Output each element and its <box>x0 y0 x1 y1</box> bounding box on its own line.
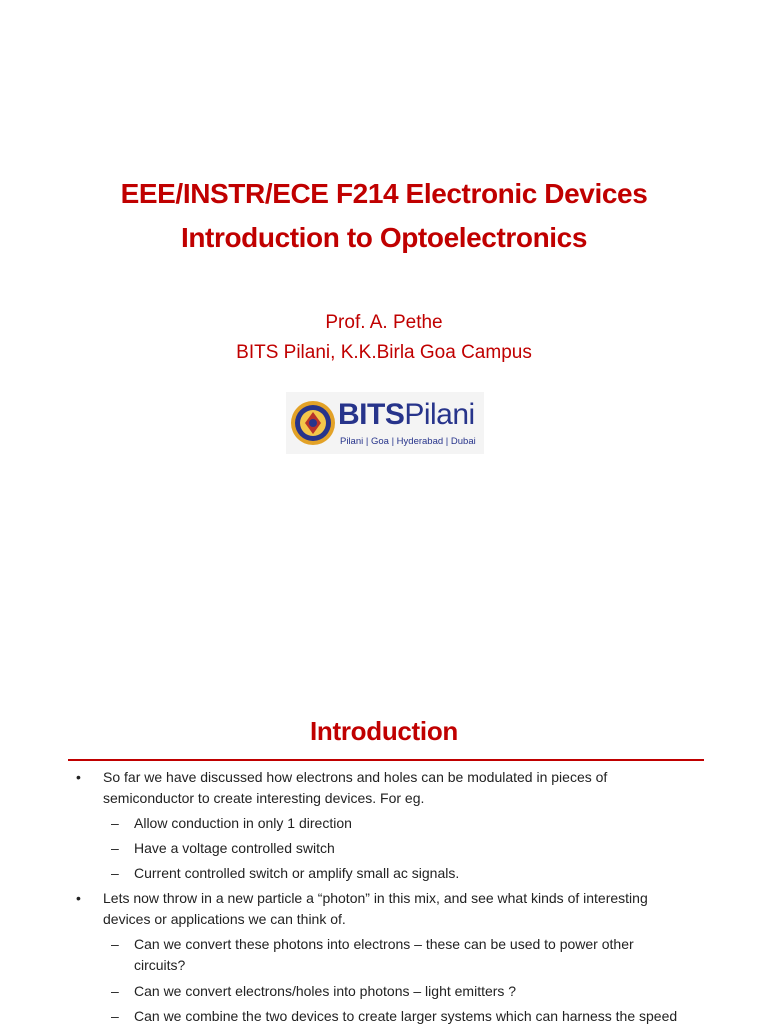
slide-title: Introduction <box>309 716 459 746</box>
sub-bullet-marker: – <box>111 1008 119 1024</box>
affiliation: BITS Pilani, K.K.Birla Goa Campus <box>236 342 532 363</box>
sub-bullet-marker: – <box>111 815 119 831</box>
bullet-text-line: semiconductor to create interesting devices. For eg. <box>103 790 425 806</box>
sub-bullet-marker: – <box>111 983 119 999</box>
author-name: Prof. A. Pethe <box>325 312 443 333</box>
sub-bullet-marker: – <box>111 840 119 856</box>
title-divider <box>68 759 704 761</box>
bullet-text-line: Lets now throw in a new particle a “photon” in this mix, and see what kinds of interesting <box>103 890 648 906</box>
logo-brand-bold: BITS <box>338 398 405 431</box>
logo-tagline: Pilani | Goa | Hyderabad | Dubai <box>340 436 476 447</box>
bullet-text-line: So far we have discussed how electrons and holes can be modulated in pieces of <box>103 769 608 785</box>
sub-bullet-marker: – <box>111 865 119 881</box>
sub-bullet-marker: – <box>111 936 119 952</box>
sub-bullet-text: Have a voltage controlled switch <box>134 840 335 856</box>
sub-bullet-text: Current controlled switch or amplify small ac signals. <box>134 865 460 881</box>
sub-bullet-text: Can we convert electrons/holes into photons – light emitters ? <box>134 983 517 999</box>
sub-bullet-text: circuits? <box>134 957 186 973</box>
bits-pilani-logo <box>286 392 484 454</box>
bullet-marker: • <box>76 769 81 785</box>
logo-wordmark <box>338 398 475 432</box>
bullet-marker: • <box>76 890 81 906</box>
bits-seal-icon <box>290 394 336 452</box>
sub-bullet-text: Can we combine the two devices to create larger systems which can harness the speed <box>134 1008 678 1024</box>
lecture-title: Introduction to Optoelectronics <box>180 222 588 253</box>
sub-bullet-text: Allow conduction in only 1 direction <box>134 815 352 831</box>
introduction-slide <box>0 680 768 1024</box>
sub-bullet-text: Can we convert these photons into electrons – these can be used to power other <box>134 936 634 952</box>
course-title: EEE/INSTR/ECE F214 Electronic Devices <box>120 178 648 209</box>
bullet-text-line: devices or applications we can think of. <box>103 911 346 927</box>
logo-brand-regular: Pilani <box>404 398 475 431</box>
